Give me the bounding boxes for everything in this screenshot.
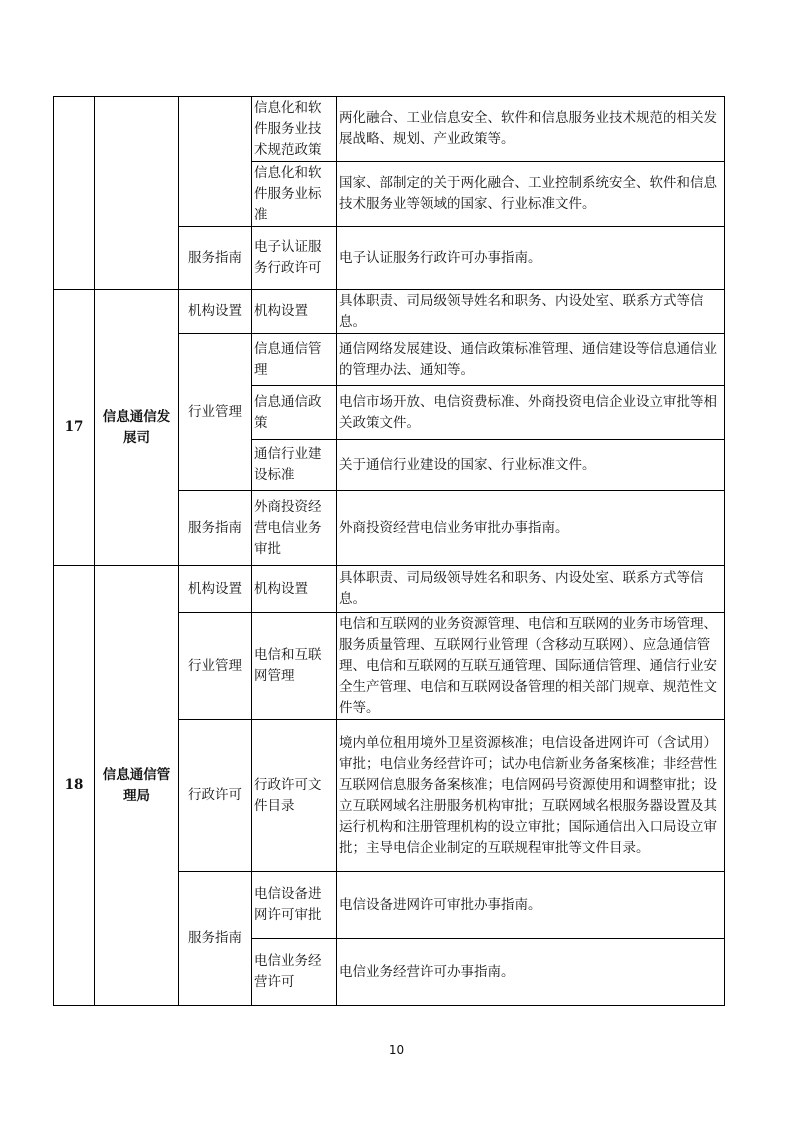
category-cell: 行业管理 xyxy=(179,613,252,720)
description-cell: 国家、部制定的关于两化融合、工业控制系统安全、软件和信息技术服务业等领域的国家、行业标准文件。 xyxy=(337,162,725,227)
section-number: 17 xyxy=(54,290,95,566)
table-row xyxy=(54,566,725,613)
subcategory-cell: 机构设置 xyxy=(252,566,337,613)
category-cell: 机构设置 xyxy=(179,290,252,334)
description-cell: 通信网络发展建设、通信政策标准管理、通信建设等信息通信业的管理办法、通知等。 xyxy=(337,334,725,386)
department-name: 信息通信管理局 xyxy=(95,566,179,1006)
subcategory-cell: 电信设备进网许可审批 xyxy=(252,872,337,939)
description-cell: 具体职责、司局级领导姓名和职务、内设处室、联系方式等信息。 xyxy=(337,290,725,334)
government-info-disclosure-table xyxy=(53,96,725,1006)
subcategory-cell: 电子认证服务行政许可 xyxy=(252,227,337,290)
subcategory-cell: 外商投资经营电信业务审批 xyxy=(252,491,337,566)
description-cell: 电信业务经营许可办事指南。 xyxy=(337,939,725,1006)
page-number: 10 xyxy=(388,1043,405,1057)
description-cell: 电信和互联网的业务资源管理、电信和互联网的业务市场管理、服务质量管理、互联网行业管理（含移动互联网）、应急通信管理、电信和互联网的互联互通管理、国际通信管理、通信行业安全生产管理、电信和互联网设备管理的相关部门规章、规范性文件等。 xyxy=(337,613,725,720)
category-cell: 行业管理 xyxy=(179,334,252,491)
description-cell: 电子认证服务行政许可办事指南。 xyxy=(337,227,725,290)
category-cell: 服务指南 xyxy=(179,227,252,290)
subcategory-cell: 信息化和软件服务业标准 xyxy=(252,162,337,227)
department-name: 信息通信发展司 xyxy=(95,290,179,566)
category-cell: 服务指南 xyxy=(179,491,252,566)
description-cell: 电信市场开放、电信资费标准、外商投资电信企业设立审批等相关政策文件。 xyxy=(337,386,725,440)
subcategory-cell: 电信和互联网管理 xyxy=(252,613,337,720)
description-cell: 两化融合、工业信息安全、软件和信息服务业技术规范的相关发展战略、规划、产业政策等。 xyxy=(337,97,725,162)
category-cell-empty xyxy=(179,97,252,227)
subcategory-cell: 信息通信政策 xyxy=(252,386,337,440)
subcategory-cell: 信息通信管理 xyxy=(252,334,337,386)
description-cell: 关于通信行业建设的国家、行业标准文件。 xyxy=(337,440,725,491)
category-cell: 行政许可 xyxy=(179,720,252,872)
subcategory-cell: 信息化和软件服务业技术规范政策 xyxy=(252,97,337,162)
description-cell: 具体职责、司局级领导姓名和职务、内设处室、联系方式等信息。 xyxy=(337,566,725,613)
description-cell: 境内单位租用境外卫星资源核准；电信设备进网许可（含试用）审批；电信业务经营许可；试办电信新业务备案核准；非经营性互联网信息服务备案核准；电信网码号资源使用和调整审批；设立互联网域名注册服务机构审批；互联网域名根服务器设置及其运行机构和注册管理机构的设立审批；国际通信出入口局设立审批；主导电信企业制定的互联规程审批等文件目录。 xyxy=(337,720,725,872)
section-number: 18 xyxy=(54,566,95,1006)
subcategory-cell: 行政许可文件目录 xyxy=(252,720,337,872)
num-cell-empty xyxy=(54,97,95,290)
description-cell: 电信设备进网许可审批办事指南。 xyxy=(337,872,725,939)
category-cell: 服务指南 xyxy=(179,872,252,1006)
description-cell: 外商投资经营电信业务审批办事指南。 xyxy=(337,491,725,566)
subcategory-cell: 通信行业建设标准 xyxy=(252,440,337,491)
table-row xyxy=(54,290,725,334)
subcategory-cell: 电信业务经营许可 xyxy=(252,939,337,1006)
dept-cell-empty xyxy=(95,97,179,290)
table-row xyxy=(54,97,725,162)
category-cell: 机构设置 xyxy=(179,566,252,613)
subcategory-cell: 机构设置 xyxy=(252,290,337,334)
